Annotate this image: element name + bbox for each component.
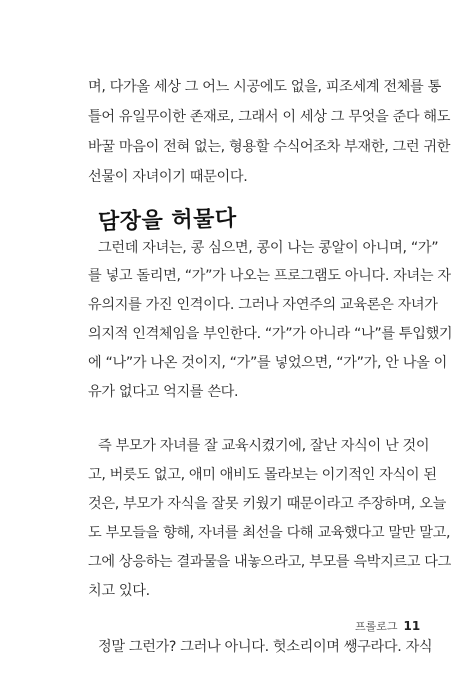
paragraph-4-line-1: 정말 그런가? 그러나 아니다. 헛소리이며 쌩구라다. 자식 xyxy=(98,639,433,655)
paragraph-3-line-5: 그에 상응하는 결과물을 내놓으라고, 부모를 윽박지르고 다그 xyxy=(88,554,451,570)
footer-section-title: 프롤로그 xyxy=(355,620,398,633)
paragraph-2-line-6: 유가 없다고 억지를 쓴다. xyxy=(88,384,239,400)
paragraph-1-line-2: 틀어 유일무이한 존재로, 그래서 이 세상 그 무엇을 준다 해도 xyxy=(88,109,451,125)
paragraph-3-line-2: 고, 버릇도 없고, 애미 애비도 몰라보는 이기적인 자식이 된 xyxy=(88,467,437,483)
paragraph-2-line-5: 에 “나”가 나온 것이지, “가”를 넣었으면, “가”가, 안 나올 이 xyxy=(88,355,448,371)
paragraph-2-line-1: 그런데 자녀는, 콩 심으면, 콩이 나는 콩알이 아니며, “가” xyxy=(98,240,439,256)
paragraph-1-line-4: 선물이 자녀이기 때문이다. xyxy=(88,169,248,185)
paragraph-2-line-2: 를 넣고 돌리면, “가”가 나오는 프로그램도 아니다. 자녀는 자 xyxy=(88,268,451,284)
paragraph-1-line-1: 며, 다가올 세상 그 어느 시공에도 없을, 피조세계 전체를 통 xyxy=(88,79,441,95)
paragraph-3-line-1: 즉 부모가 자녀를 잘 교육시켰기에, 잘난 자식이 난 것이 xyxy=(98,438,430,454)
paragraph-1-line-3: 바꿀 마음이 전혀 없는, 형용할 수식어조차 부재한, 그런 귀한 xyxy=(88,139,451,155)
paragraph-3-line-3: 것은, 부모가 자식을 잘못 키웠기 때문이라고 주장하며, 오늘 xyxy=(88,496,446,512)
paragraph-2-line-3: 유의지를 가진 인격이다. 그러나 자연주의 교육론은 자녀가 xyxy=(88,297,438,313)
section-heading: 담장을 허물다 xyxy=(97,205,238,235)
page-number: 11 xyxy=(403,619,421,633)
paragraph-3-line-6: 치고 있다. xyxy=(88,583,150,599)
paragraph-3-line-4: 도 부모들을 향해, 자녀를 최선을 다해 교육했다고 말만 말고, xyxy=(88,525,451,541)
paragraph-2-line-4: 의지적 인격체임을 부인한다. “가”가 아니라 “나”를 투입했기 xyxy=(88,326,453,342)
page-footer xyxy=(355,618,420,634)
